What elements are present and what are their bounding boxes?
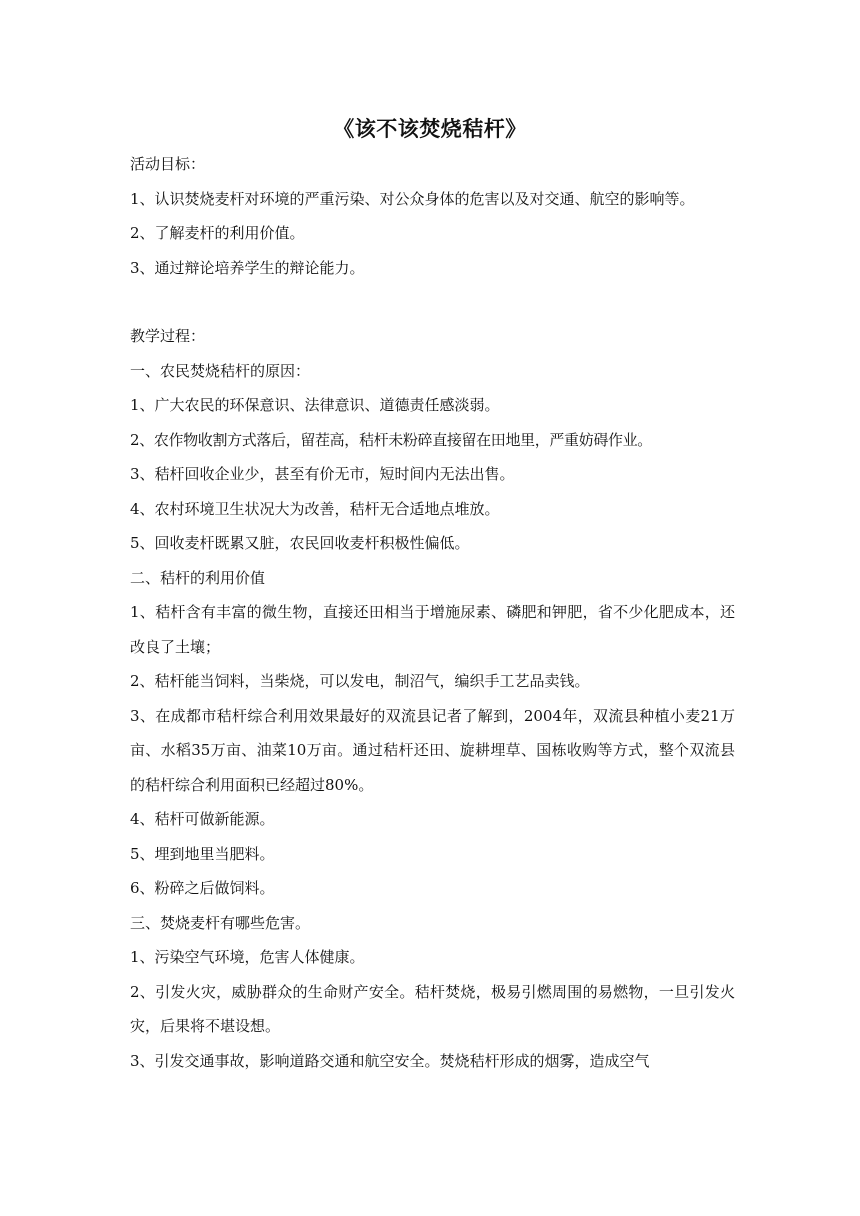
list-item: 2、农作物收割方式落后，留茬高，秸杆未粉碎直接留在田地里，严重妨碍作业。 (130, 430, 652, 449)
list-item: 2、秸杆能当饲料，当柴烧，可以发电，制沼气，编织手工艺品卖钱。 (130, 672, 590, 690)
document-title: 《该不该焚烧秸杆》 (333, 117, 527, 141)
document-body (130, 147, 735, 1078)
section-heading: 一、农民焚烧秸杆的原因： (130, 361, 311, 380)
list-item: 1、广大农民的环保意识、法律意识、道德责任感淡弱。 (130, 396, 500, 414)
list-item: 4、农村环境卫生状况大为改善，秸杆无合适地点堆放。 (130, 499, 500, 518)
section-heading: 二、秸杆的利用价值 (130, 568, 266, 587)
list-item: 5、埋到地里当肥料。 (130, 844, 275, 863)
goal-item: 3、通过辩论培养学生的辩论能力。 (130, 258, 365, 277)
list-item: 3、秸杆回收企业少，甚至有价无市，短时间内无法出售。 (130, 465, 515, 483)
goal-heading: 活动目标： (130, 155, 206, 173)
list-item: 1、秸杆含有丰富的微生物，直接还田相当于增施尿素、磷肥和钾肥，省不少化肥成本，还改良了土壤； (130, 603, 735, 656)
list-item: 5、回收麦杆既累又脏，农民回收麦杆积极性偏低。 (130, 534, 470, 552)
goal-item: 1、认识焚烧麦杆对环境的严重污染、对公众身体的危害以及对交通、航空的影响等。 (130, 189, 695, 208)
section-heading: 三、焚烧麦杆有哪些危害。 (130, 913, 311, 932)
goal-item: 2、了解麦杆的利用价值。 (130, 224, 305, 242)
list-item: 6、粉碎之后做饲料。 (130, 879, 275, 897)
list-item: 1、污染空气环境，危害人体健康。 (130, 948, 365, 966)
list-item: 3、引发交通事故，影响道路交通和航空安全。焚烧秸杆形成的烟雾，造成空气 (130, 1051, 650, 1070)
list-item: 4、秸杆可做新能源。 (130, 810, 275, 828)
list-item: 2、引发火灾，威胁群众的生命财产安全。秸杆焚烧，极易引燃周围的易燃物，一旦引发火灾，后果将不堪设想。 (130, 982, 735, 1035)
process-heading: 教学过程： (130, 327, 206, 345)
paragraph-gap (130, 285, 735, 319)
list-item: 3、在成都市秸杆综合利用效果最好的双流县记者了解到，2004年，双流县种植小麦21万亩、水稻35万亩、油菜10万亩。通过秸杆还田、旋耕埋草、国栋收购等方式，整个双流县的秸杆综合利用面积已经超过80%。 (130, 706, 735, 794)
